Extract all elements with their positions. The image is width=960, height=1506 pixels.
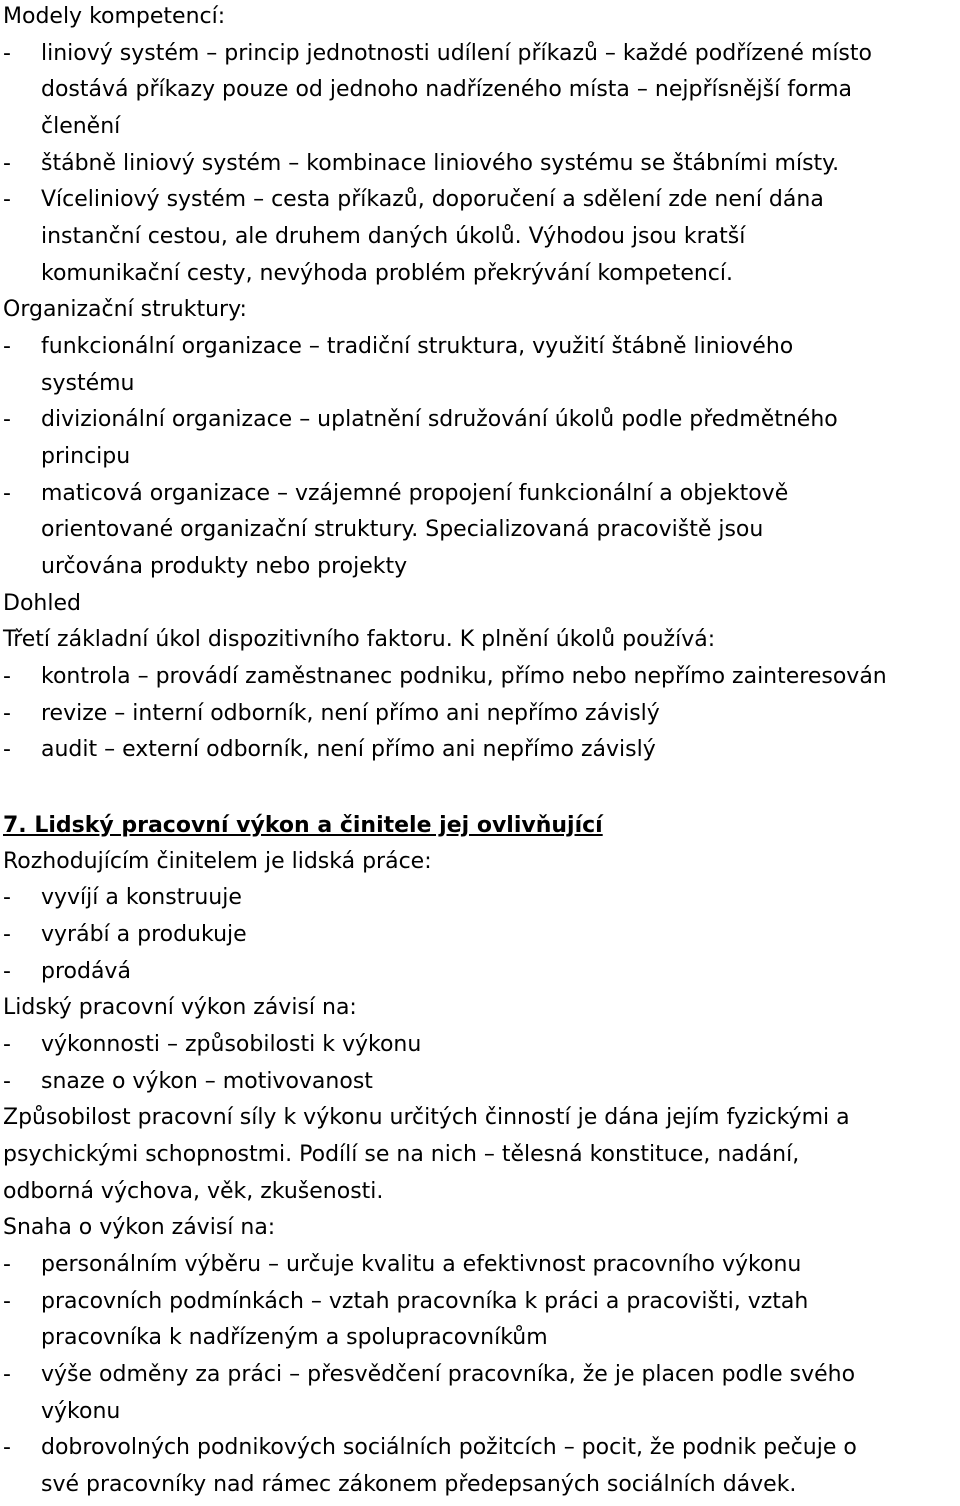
bullet-dash: - [3, 481, 11, 506]
list-item: - funkcionální organizace – tradiční struktura, využití štábně liniového [3, 334, 794, 359]
section-title-org-structures: Organizační struktury: [3, 297, 247, 322]
list-item-continuation: komunikační cesty, nevýhoda problém překrývání kompetencí. [41, 261, 734, 286]
list-item: - prodává [3, 959, 131, 984]
bullet-dash: - [3, 1362, 11, 1387]
paragraph-line: odborná výchova, věk, zkušenosti. [3, 1179, 384, 1204]
bullet-dash: - [3, 334, 11, 359]
list-item-continuation: orientované organizační struktury. Specializovaná pracoviště jsou [41, 517, 764, 542]
list-item: - snaze o výkon – motivovanost [3, 1069, 373, 1094]
bullet-dash: - [3, 1289, 11, 1314]
list-item: - vyrábí a produkuje [3, 922, 247, 947]
list-item: - personálním výběru – určuje kvalitu a efektivnost pracovního výkonu [3, 1252, 802, 1277]
list-item-continuation: principu [41, 444, 131, 469]
list-item-continuation: instanční cestou, ale druhem daných úkolů. Výhodou jsou kratší [41, 224, 746, 249]
bullet-dash: - [3, 922, 11, 947]
list-item: - liniový systém – princip jednotnosti udílení příkazů – každé podřízené místo [3, 41, 872, 66]
list-item-continuation: dostává příkazy pouze od jednoho nadřízeného místa – nejpřísnější forma [41, 77, 852, 102]
list-item-continuation: výkonu [41, 1399, 121, 1424]
bullet-dash: - [3, 737, 11, 762]
bullet-dash: - [3, 187, 11, 212]
bullet-dash: - [3, 1435, 11, 1460]
bullet-dash: - [3, 1032, 11, 1057]
list-item: - štábně liniový systém – kombinace liniového systému se štábními místy. [3, 151, 840, 176]
paragraph-line: Rozhodujícím činitelem je lidská práce: [3, 849, 432, 874]
bullet-dash: - [3, 41, 11, 66]
list-item: - revize – interní odborník, není přímo ani nepřímo závislý [3, 701, 660, 726]
list-item-continuation: určována produkty nebo projekty [41, 554, 408, 579]
section-title-competence-models: Modely kompetencí: [3, 4, 226, 29]
chapter-heading: 7. Lidský pracovní výkon a činitele jej ovlivňující [3, 813, 603, 838]
list-item-continuation: systému [41, 371, 135, 396]
paragraph-line: psychickými schopnostmi. Podílí se na nich – tělesná konstituce, nadání, [3, 1142, 800, 1167]
list-item: - maticová organizace – vzájemné propojení funkcionální a objektově [3, 481, 789, 506]
list-item-continuation: pracovníka k nadřízeným a spolupracovníkům [41, 1325, 548, 1350]
paragraph-line: Způsobilost pracovní síly k výkonu určitých činností je dána jejím fyzickými a [3, 1105, 850, 1130]
paragraph-line: Třetí základní úkol dispozitivního faktoru. K plnění úkolů používá: [3, 627, 716, 652]
list-item: - kontrola – provádí zaměstnanec podniku, přímo nebo nepřímo zainteresován [3, 664, 887, 689]
list-item: - výše odměny za práci – přesvědčení pracovníka, že je placen podle svého [3, 1362, 856, 1387]
list-item-continuation: členění [41, 114, 121, 139]
bullet-dash: - [3, 1252, 11, 1277]
list-item: - divizionální organizace – uplatnění sdružování úkolů podle předmětného [3, 407, 838, 432]
bullet-dash: - [3, 407, 11, 432]
list-item: - dobrovolných podnikových sociálních požitcích – pocit, že podnik pečuje o [3, 1435, 857, 1460]
list-item: - výkonnosti – způsobilosti k výkonu [3, 1032, 422, 1057]
section-title-supervision: Dohled [3, 591, 81, 616]
list-item: - Víceliniový systém – cesta příkazů, doporučení a sdělení zde není dána [3, 187, 824, 212]
paragraph-line: Lidský pracovní výkon závisí na: [3, 995, 357, 1020]
bullet-dash: - [3, 151, 11, 176]
paragraph-line: Snaha o výkon závisí na: [3, 1215, 276, 1240]
bullet-dash: - [3, 664, 11, 689]
list-item: - audit – externí odborník, není přímo ani nepřímo závislý [3, 737, 656, 762]
list-item: - pracovních podmínkách – vztah pracovníka k práci a pracovišti, vztah [3, 1289, 809, 1314]
list-item-continuation: své pracovníky nad rámec zákonem předepsaných sociálních dávek. [41, 1472, 797, 1497]
bullet-dash: - [3, 885, 11, 910]
bullet-dash: - [3, 959, 11, 984]
bullet-dash: - [3, 1069, 11, 1094]
bullet-dash: - [3, 701, 11, 726]
list-item: - vyvíjí a konstruuje [3, 885, 242, 910]
